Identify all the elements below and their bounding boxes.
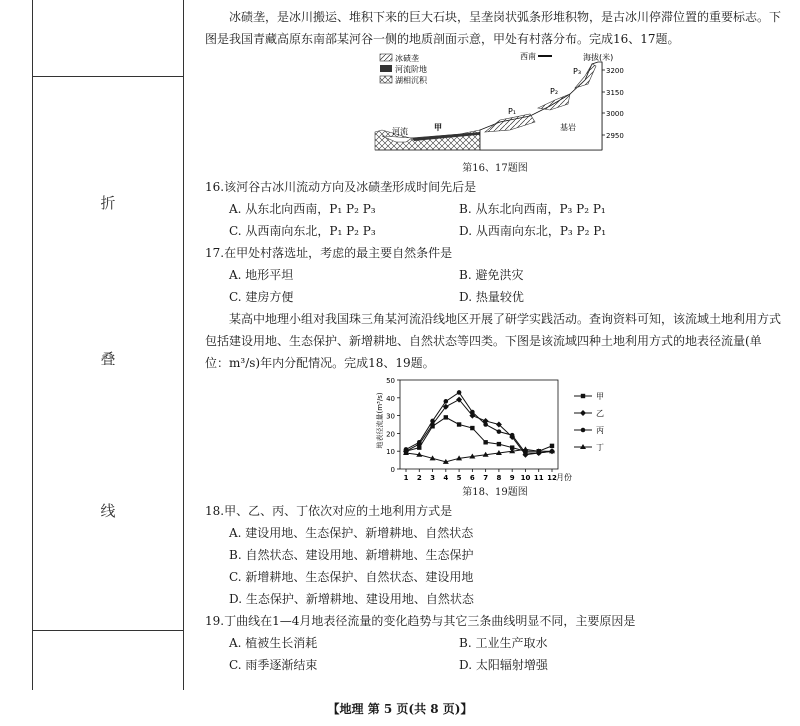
legend-label-3: 丙 [596, 426, 604, 435]
series-1-point [483, 440, 487, 444]
x-tick-label: 3 [430, 474, 435, 482]
legend-label-2: 乙 [596, 409, 604, 418]
q18-option-b: B. 自然状态、建设用地、新增耕地、生态保护 [229, 548, 474, 562]
y-tick-label: 20 [386, 430, 395, 439]
series-1-point [470, 426, 474, 430]
series-3-point [510, 433, 515, 438]
x-tick-label: 5 [456, 474, 462, 482]
series-1-point [444, 415, 448, 419]
x-tick-label: 11 [533, 474, 544, 482]
river-label: 河流 [392, 127, 408, 136]
q18-stem: 18.甲、乙、丙、丁依次对应的土地利用方式是 [205, 504, 453, 518]
q17-stem: 17.在甲处村落选址，考虑的最主要自然条件是 [205, 246, 453, 260]
q17-option-b: B. 避免洪灾 [459, 268, 524, 282]
profile-caption: 第16、17题图 [462, 163, 528, 174]
q17-option-c: C. 建房方便 [229, 290, 294, 304]
intro-18-19: 某高中地理小组对我国珠三角某河流沿线地区开展了研学实践活动。查询资料可知，该流域土地利用方式包括建设用地、生态保护、新增耕地、自然状态等四类。下图是该流域四种土地利用方式的地表径流量(单位：m³/s)年内分配情况。完成18、19题。 [205, 312, 782, 370]
q18-option-d: D. 生态保护、新增耕地、建设用地、自然状态 [229, 592, 474, 606]
y-tick-label: 50 [386, 377, 395, 385]
legend-swatch-moraine [380, 54, 392, 61]
p1-label: P₁ [508, 107, 517, 116]
q16-options [205, 198, 785, 242]
legend-terrace: 河流阶地 [395, 65, 427, 74]
profile-legend [380, 53, 428, 85]
p3-label: P₃ [573, 67, 582, 76]
p2-label: P₂ [550, 87, 559, 96]
page-footer: 【地理 第 5 页(共 8 页)】 [327, 702, 473, 716]
x-tick-label: 10 [520, 474, 531, 482]
tick-2950: 2950 [606, 132, 624, 140]
q16-option-c: C. 从西南向东北，P₁ P₂ P₃ [229, 224, 376, 238]
series-3-point [417, 440, 422, 445]
legend-swatch-terrace [380, 65, 392, 72]
intro-16-17: 冰碛垄，是冰川搬运、堆积下来的巨大石块，呈垄岗状弧条形堆积物，是古冰川停滞位置的重要标志。下图是我国青藏高原东南部某河谷一侧的地质剖面示意，甲处有村落分布。完成16、17题。 [205, 10, 782, 46]
runoff-chart [360, 374, 630, 486]
margin-text-stack: 叠 [100, 350, 116, 368]
y-tick-label: 0 [390, 466, 395, 474]
direction-label: 西南 [520, 52, 536, 61]
series-3-point [457, 390, 462, 395]
village-label: 甲 [434, 123, 442, 132]
series-3-point [430, 419, 435, 424]
q17-options [205, 264, 785, 308]
series-1-point [550, 444, 554, 448]
margin-text-line: 线 [100, 502, 116, 520]
x-tick-label: 7 [483, 474, 489, 482]
series-3-point [444, 399, 449, 404]
series-4-point [522, 446, 528, 451]
x-tick-label: 12 [547, 474, 557, 482]
margin-divider-top [33, 76, 183, 77]
q19-options [205, 632, 785, 676]
x-tick-label: 2 [416, 474, 422, 482]
legend-label-4: 丁 [596, 443, 604, 452]
series-3-point [497, 429, 502, 434]
geologic-profile-figure [370, 50, 624, 162]
margin-text-fold: 折 [100, 194, 116, 212]
chart-xlabel: 月份 [556, 473, 572, 482]
elevation-axis-title: 海拔(米) [583, 53, 614, 62]
legend-marker-1 [581, 394, 585, 398]
legend-swatch-lake [380, 76, 392, 83]
q19-stem: 19.丁曲线在1—4月地表径流量的变化趋势与其它三条曲线明显不同，主要原因是 [205, 614, 636, 628]
legend-marker-2 [580, 410, 586, 416]
x-tick-label: 4 [443, 474, 449, 482]
legend-marker-3 [581, 428, 586, 433]
series-line-3 [406, 392, 552, 453]
x-tick-label: 6 [469, 474, 475, 482]
binding-margin [32, 0, 184, 690]
q16-option-b: B. 从东北向西南，P₃ P₂ P₁ [459, 202, 606, 216]
q19-option-b: B. 工业生产取水 [459, 636, 548, 650]
q16-option-a: A. 从东北向西南，P₁ P₂ P₃ [229, 202, 376, 216]
q18-option-c: C. 新增耕地、生态保护、自然状态、建设用地 [229, 570, 474, 584]
tick-3200: 3200 [606, 67, 624, 75]
chart-ylabel: 地表径流量(m³/s) [376, 392, 384, 449]
legend-moraine: 冰碛垄 [395, 54, 419, 63]
series-1-point [497, 442, 501, 446]
exam-content [205, 6, 785, 676]
q16-option-d: D. 从西南向东北，P₃ P₂ P₁ [459, 224, 607, 238]
tick-3000: 3000 [606, 110, 624, 118]
series-1-point [457, 422, 461, 426]
x-tick-label: 8 [496, 474, 502, 482]
x-tick-label: 9 [509, 474, 515, 482]
y-tick-label: 30 [386, 412, 395, 421]
q19-option-c: C. 雨季逐渐结束 [229, 658, 318, 672]
legend-lake: 湖相沉积 [395, 76, 427, 85]
series-line-1 [406, 417, 552, 451]
legend-label-1: 甲 [596, 392, 604, 401]
series-3-point [470, 410, 475, 415]
tick-3150: 3150 [606, 89, 624, 97]
runoff-caption: 第18、19题图 [462, 487, 528, 498]
q18-option-a: A. 建设用地、生态保护、新增耕地、自然状态 [229, 526, 474, 540]
q19-option-a: A. 植被生长消耗 [229, 636, 318, 650]
bedrock-label: 基岩 [560, 123, 576, 132]
series-line-2 [406, 400, 552, 455]
bedrock [480, 62, 602, 150]
y-tick-label: 10 [386, 448, 395, 457]
q16-stem: 16.该河谷古冰川流动方向及冰碛垄形成时间先后是 [205, 180, 477, 194]
q17-option-d: D. 热量较优 [459, 290, 524, 304]
q17-option-a: A. 地形平坦 [229, 268, 294, 282]
y-tick-label: 40 [386, 394, 395, 403]
x-tick-label: 1 [403, 474, 409, 482]
q19-option-d: D. 太阳辐射增强 [459, 658, 548, 672]
margin-divider-bottom [33, 630, 183, 631]
series-3-point [483, 422, 488, 427]
